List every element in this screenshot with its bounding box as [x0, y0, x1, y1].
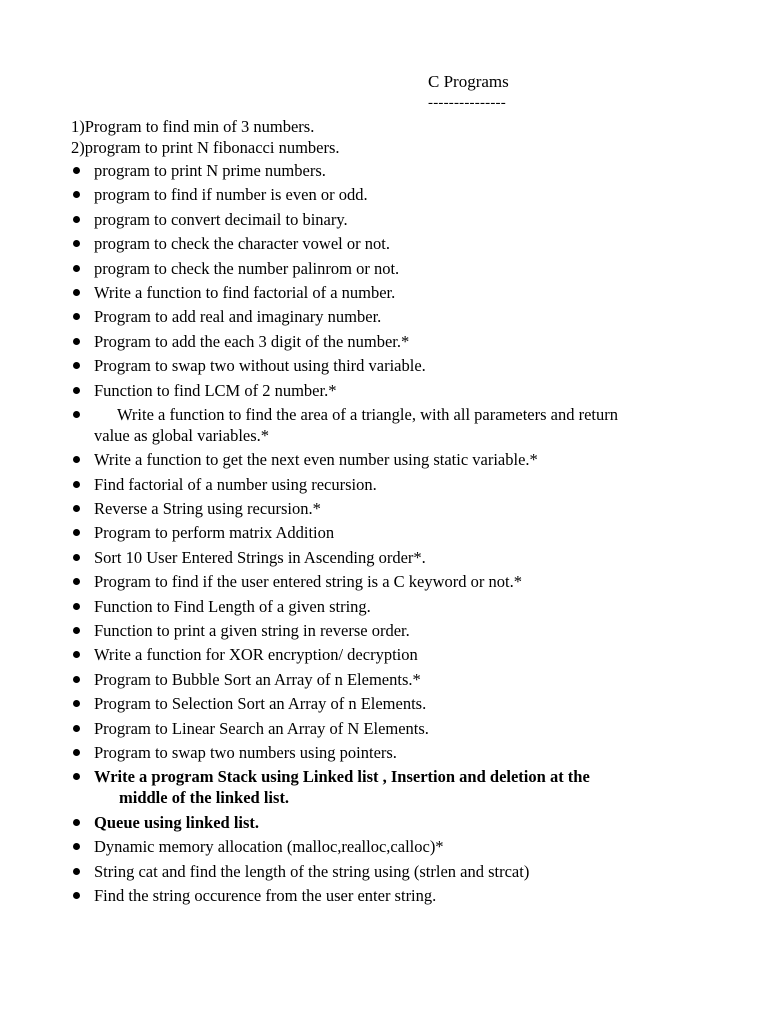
bullet-icon: [73, 868, 80, 875]
list-item-text: Program to swap two numbers using pointers.: [94, 742, 397, 762]
list-item: [71, 885, 681, 906]
bullet-icon: [73, 313, 80, 320]
list-item: [71, 474, 681, 495]
bullet-icon: [73, 456, 80, 463]
list-item-text: program to check the number palinrom or not.: [94, 258, 400, 278]
list-item: [71, 184, 681, 205]
list-item-text: Write a program Stack using Linked list , Insertion and deletion at the: [94, 767, 590, 787]
bullet-icon: [73, 265, 80, 272]
list-item: [71, 331, 681, 352]
list-item-text: Write a function to get the next even number using static variable.*: [94, 450, 538, 470]
list-item-text: program to convert decimail to binary.: [94, 209, 348, 229]
bullet-icon: [73, 819, 80, 826]
document-body: [71, 116, 681, 906]
list-item: [71, 620, 681, 641]
numbered-item: 1)Program to find min of 3 numbers.: [71, 117, 315, 136]
list-item-text: Program to Selection Sort an Array of n Elements.: [94, 694, 427, 714]
list-item: [71, 861, 681, 882]
list-item: [71, 209, 681, 230]
list-item: [71, 547, 681, 568]
bullet-icon: [73, 338, 80, 345]
bullet-icon: [73, 700, 80, 707]
list-item-text: Program to find if the user entered string is a C keyword or not.*: [94, 572, 522, 592]
bullet-icon: [73, 411, 80, 418]
list-item-text: Write a function to find the area of a triangle, with all parameters and return: [117, 404, 619, 424]
list-item-text-continued: value as global variables.*: [94, 425, 270, 445]
list-item-text: String cat and find the length of the string using (strlen and strcat): [94, 861, 530, 881]
bullet-icon: [73, 387, 80, 394]
list-item-text-continued: middle of the linked list.: [119, 788, 290, 808]
list-item-text: Program to add the each 3 digit of the number.*: [94, 331, 410, 351]
list-item-text: Sort 10 User Entered Strings in Ascending order*.: [94, 547, 426, 567]
bullet-icon: [73, 289, 80, 296]
list-item-text: Reverse a String using recursion.*: [94, 499, 321, 519]
bullet-icon: [73, 603, 80, 610]
bullet-icon: [73, 216, 80, 223]
bullet-icon: [73, 529, 80, 536]
bullet-icon: [73, 843, 80, 850]
bullet-icon: [73, 773, 80, 780]
list-item: [71, 742, 681, 763]
list-item-text: Find the string occurence from the user enter string.: [94, 885, 437, 905]
bullet-icon: [73, 191, 80, 198]
list-item-text: Write a function to find factorial of a number.: [94, 282, 396, 302]
document-title: C Programs: [428, 72, 509, 91]
bullet-icon: [73, 892, 80, 899]
bullet-icon: [73, 749, 80, 756]
list-item: [71, 404, 681, 446]
list-item: [71, 693, 681, 714]
bullet-icon: [73, 167, 80, 174]
list-item-text: Function to Find Length of a given string.: [94, 596, 371, 616]
list-item: [71, 836, 681, 857]
list-item: [71, 718, 681, 739]
list-item-text: Queue using linked list.: [94, 812, 260, 832]
list-item: [71, 644, 681, 665]
bullet-icon: [73, 554, 80, 561]
list-item-text: program to check the character vowel or not.: [94, 234, 390, 254]
bullet-icon: [73, 481, 80, 488]
list-item-text: Write a function for XOR encryption/ decryption: [94, 645, 418, 665]
list-item: [71, 571, 681, 592]
list-item: [71, 160, 681, 181]
bullet-icon: [73, 651, 80, 658]
bullet-icon: [73, 362, 80, 369]
list-item: [71, 812, 681, 833]
program-list: [71, 160, 681, 906]
list-item: [71, 355, 681, 376]
bullet-icon: [73, 240, 80, 247]
list-item: [71, 766, 681, 808]
list-item-text: Program to swap two without using third variable.: [94, 356, 426, 376]
list-item-text: Program to add real and imaginary number.: [94, 307, 382, 327]
list-item-text: Program to Bubble Sort an Array of n Elements.*: [94, 669, 421, 689]
bullet-icon: [73, 505, 80, 512]
title-underline: ---------------: [428, 95, 506, 111]
list-item-text: Function to print a given string in reverse order.: [94, 621, 410, 641]
numbered-item: 2)program to print N fibonacci numbers.: [71, 138, 340, 157]
bullet-icon: [73, 676, 80, 683]
list-item-text: Function to find LCM of 2 number.*: [94, 380, 337, 400]
list-item: [71, 596, 681, 617]
list-item: [71, 233, 681, 254]
list-item: [71, 498, 681, 519]
bullet-icon: [73, 578, 80, 585]
list-item: [71, 306, 681, 327]
list-item: [71, 522, 681, 543]
list-item: [71, 380, 681, 401]
bullet-icon: [73, 627, 80, 634]
bullet-icon: [73, 725, 80, 732]
list-item: [71, 449, 681, 470]
list-item-text: Dynamic memory allocation (malloc,realloc,calloc)*: [94, 837, 444, 857]
list-item: [71, 258, 681, 279]
list-item: [71, 669, 681, 690]
list-item-text: program to print N prime numbers.: [94, 161, 326, 180]
list-item-text: program to find if number is even or odd.: [94, 185, 368, 205]
list-item-text: Program to Linear Search an Array of N Elements.: [94, 718, 429, 738]
list-item-text: Find factorial of a number using recursion.: [94, 474, 377, 494]
list-item-text: Program to perform matrix Addition: [94, 523, 335, 543]
list-item: [71, 282, 681, 303]
